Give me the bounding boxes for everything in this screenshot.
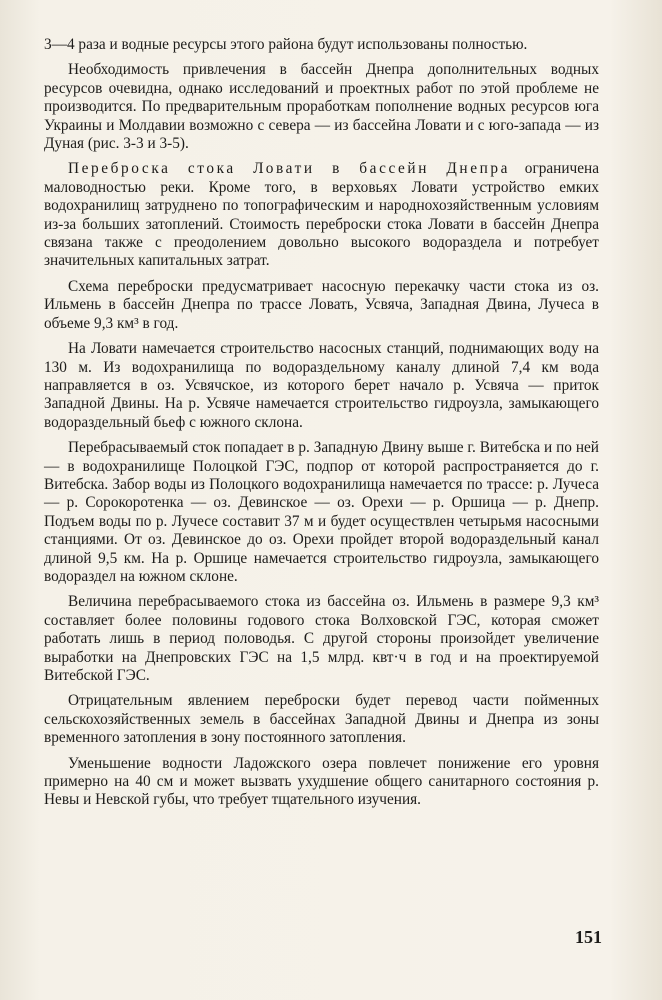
paragraph-2: Необходимость привлечения в бассейн Днепра дополнительных водных ресурсов очевидна, однако исследований и проектных работ по этой проблеме не производится. По предварительным проработкам пополнение водных ресурсов юга Украины и Молдавии возможно с севера — из бассейна Ловати и с юго-запада — из Дуная (рис. 3-3 и 3-5).	[44, 61, 599, 153]
paragraph-6: Перебрасываемый сток попадает в р. Западную Двину выше г. Витебска и по ней — в водохранилище Полоцкой ГЭС, подпор от которой распространяется до г. Витебска. Забор воды из Полоцкого водохранилища намечается по трассе: р. Лучеса — р. Сорокоротенка — оз. Девинское — оз. Орехи — р. Оршица — р. Днепр. Подъем воды по р. Лучесе составит 37 м и будет осуществлен четырьмя насосными станциями. От оз. Девинское до оз. Орехи пройдет второй водораздельный канал длиной 9,5 км. На р. Оршице намечается строительство гидроузла, замыкающего водораздел на южном склоне.	[44, 439, 599, 585]
paragraph-3-body: ограничена маловодностью реки. Кроме того, в верховьях Ловати устройство емких водохранилищ затруднено по топографическим и народнохозяйственным условиям из-за больших затоплений. Стоимость переброски стока Ловати в бассейн Днепра связана также с преодолением довольно высокого водораздела и потребует значительных капитальных затрат.	[44, 160, 599, 270]
paragraph-1: 3—4 раза и водные ресурсы этого района будут использованы полностью.	[44, 36, 528, 53]
paragraph-9: Уменьшение водности Ладожского озера повлечет понижение его уровня примерно на 40 см и может вызвать ухудшение общего санитарного состояния р. Невы и Невской губы, что требует тщательного изучения.	[44, 754, 599, 809]
paragraph-5: На Ловати намечается строительство насосных станций, поднимающих воду на 130 м. Из водохранилища по водораздельному каналу длиной 7,4 км вода направляется в оз. Усвячское, из которого берет начало р. Усвяча — приток Западной Двины. На р. Усвяче намечается строительство гидроузла, замыкающего водораздельный бьеф с южного склона.	[44, 340, 599, 431]
body-text	[44, 36, 599, 817]
paragraph-7: Величина перебрасываемого стока из бассейна оз. Ильмень в размере 9,3 км³ составляет более половины годового стока Волховской ГЭС, которая сможет работать лишь в период половодья. С другой стороны произойдет увеличение выработки на Днепровских ГЭС на 1,5 млрд. квт·ч в год и на проектируемой Витебской ГЭС.	[44, 593, 599, 684]
spaced-heading: Переброска стока Ловати в бассейн Днепра	[68, 160, 511, 178]
paragraph-8: Отрицательным явлением переброски будет перевод части пойменных сельскохозяйственных земель в бассейнах Западной Двины и Днепра из зоны временного затопления в зону постоянного затопления.	[44, 692, 599, 747]
paragraph-4: Схема переброски предусматривает насосную перекачку части стока из оз. Ильмень в бассейн Днепра по трассе Ловать, Усвяча, Западная Двина, Лучеса в объеме 9,3 км³ в год.	[44, 277, 599, 332]
paragraph-3	[44, 160, 599, 270]
page-number: 151	[575, 927, 602, 947]
